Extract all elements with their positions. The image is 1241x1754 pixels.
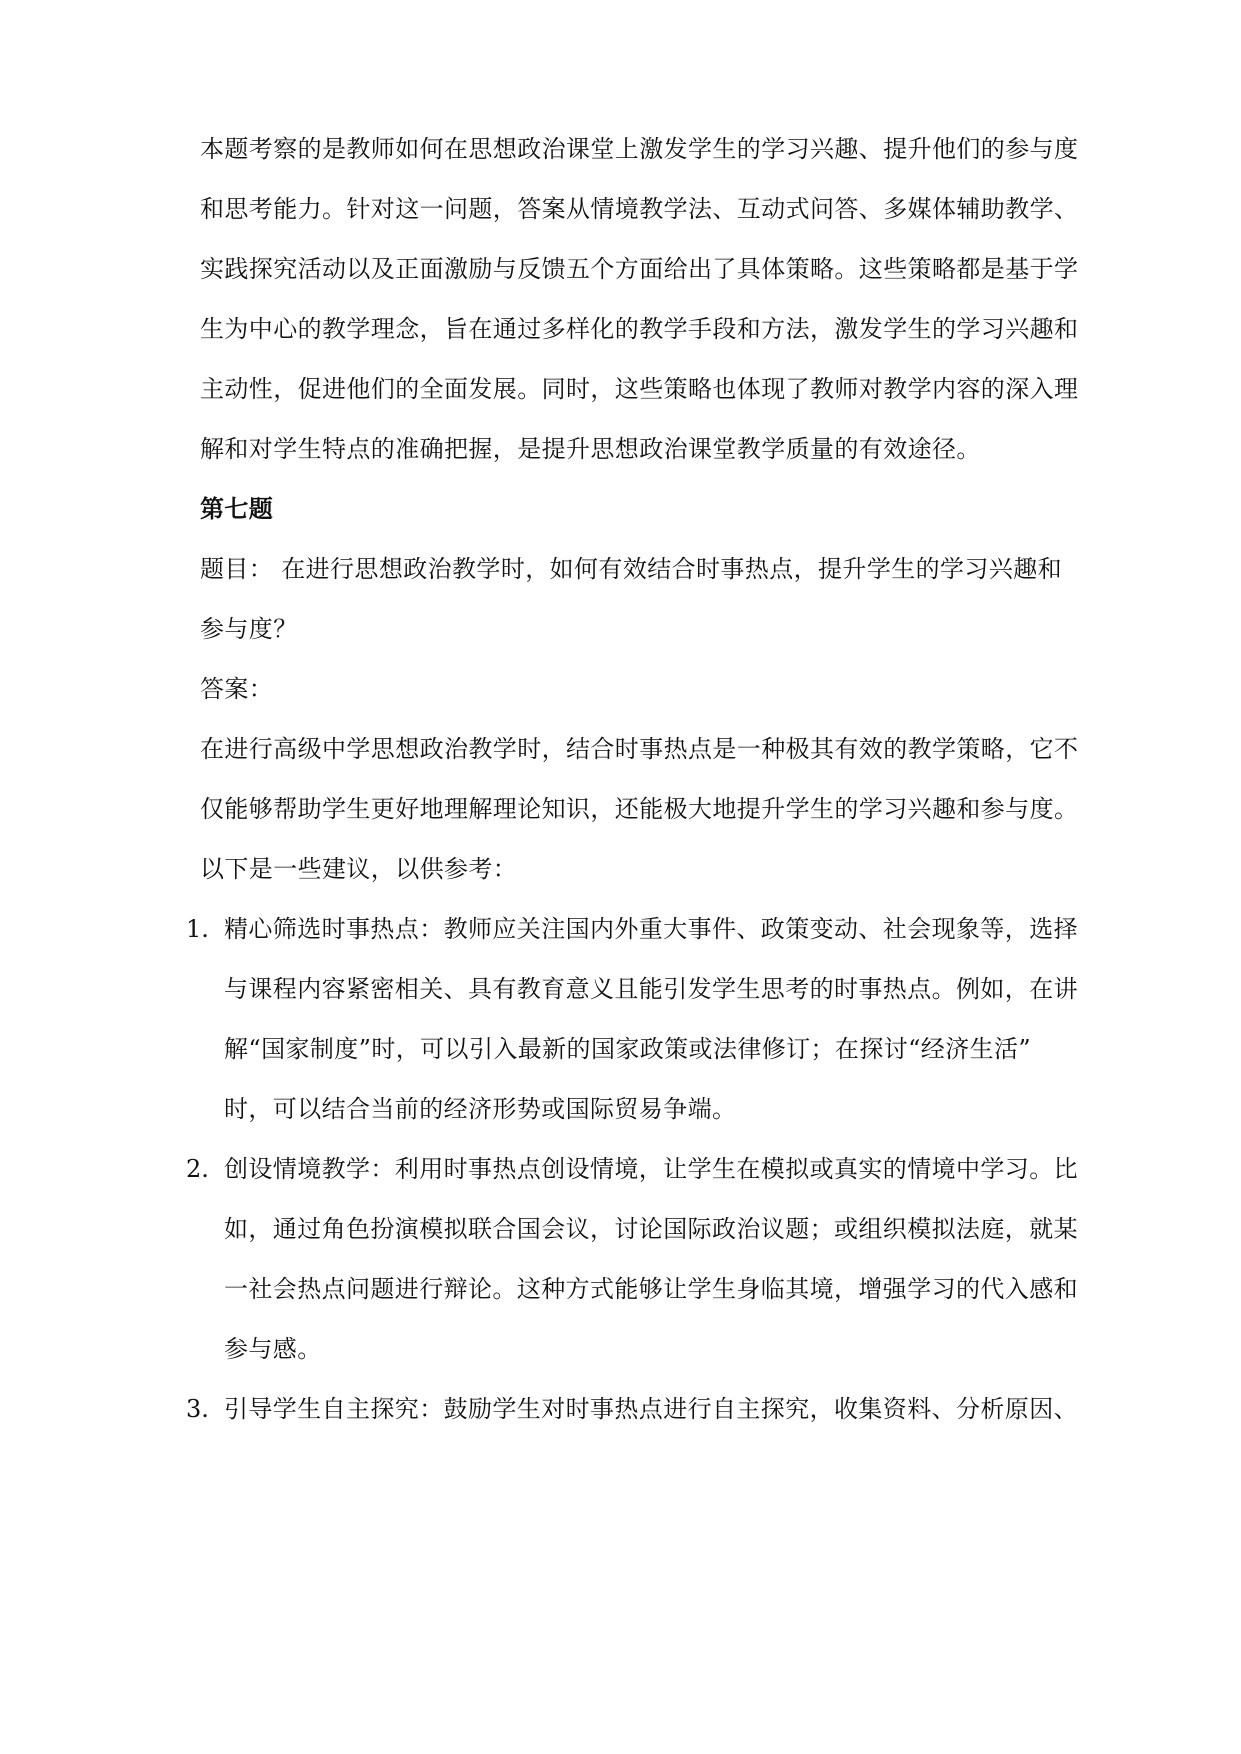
text-line: 与课程内容紧密相关、具有教育意义且能引发学生思考的时事热点。例如，在讲 — [224, 975, 1078, 1003]
text-line: 在进行高级中学思想政治教学时，结合时事热点是一种极其有效的教学策略，它不 — [200, 735, 1079, 763]
text-line: 参与感。 — [224, 1335, 322, 1363]
text-line: 如，通过角色扮演模拟联合国会议，讨论国际政治议题；或组织模拟法庭，就某 — [224, 1215, 1078, 1243]
text-line: 实践探究活动以及正面激励与反馈五个方面给出了具体策略。这些策略都是基于学 — [200, 255, 1079, 283]
text-line: 一社会热点问题进行辩论。这种方式能够让学生身临其境，增强学习的代入感和 — [224, 1275, 1078, 1303]
text-line: 解“国家制度”时，可以引入最新的国家政策或法律修订；在探讨“经济生活” — [224, 1035, 1032, 1063]
section-heading: 第七题 — [200, 494, 274, 523]
text-line: 参与度？ — [200, 615, 298, 643]
text-line: 时，可以结合当前的经济形势或国际贸易争端。 — [224, 1095, 737, 1123]
text-line: 仅能够帮助学生更好地理解理论知识，还能极大地提升学生的学习兴趣和参与度。 — [200, 795, 1079, 823]
text-line: 创设情境教学：利用时事热点创设情境，让学生在模拟或真实的情境中学习。比 — [224, 1155, 1078, 1183]
text-line: 解和对学生特点的准确把握，是提升思想政治课堂教学质量的有效途径。 — [200, 435, 981, 463]
text-line: 以下是一些建议，以供参考： — [200, 855, 518, 883]
list-number: 1. — [186, 915, 209, 943]
text-line: 题目： 在进行思想政治教学时，如何有效结合时事热点，提升学生的学习兴趣和 — [200, 555, 1063, 583]
text-line: 本题考察的是教师如何在思想政治课堂上激发学生的学习兴趣、提升他们的参与度 — [200, 135, 1079, 163]
text-line: 引导学生自主探究：鼓励学生对时事热点进行自主探究，收集资料、分析原因、 — [224, 1395, 1078, 1423]
list-number: 2. — [186, 1155, 209, 1183]
answer-label: 答案： — [200, 675, 274, 703]
text-line: 和思考能力。针对这一问题，答案从情境教学法、互动式问答、多媒体辅助教学、 — [200, 195, 1079, 223]
list-number: 3. — [186, 1395, 209, 1423]
text-line: 主动性，促进他们的全面发展。同时，这些策略也体现了教师对教学内容的深入理 — [200, 375, 1079, 403]
text-line: 生为中心的教学理念，旨在通过多样化的教学手段和方法，激发学生的学习兴趣和 — [200, 315, 1079, 343]
text-line: 精心筛选时事热点：教师应关注国内外重大事件、政策变动、社会现象等，选择 — [224, 915, 1078, 943]
